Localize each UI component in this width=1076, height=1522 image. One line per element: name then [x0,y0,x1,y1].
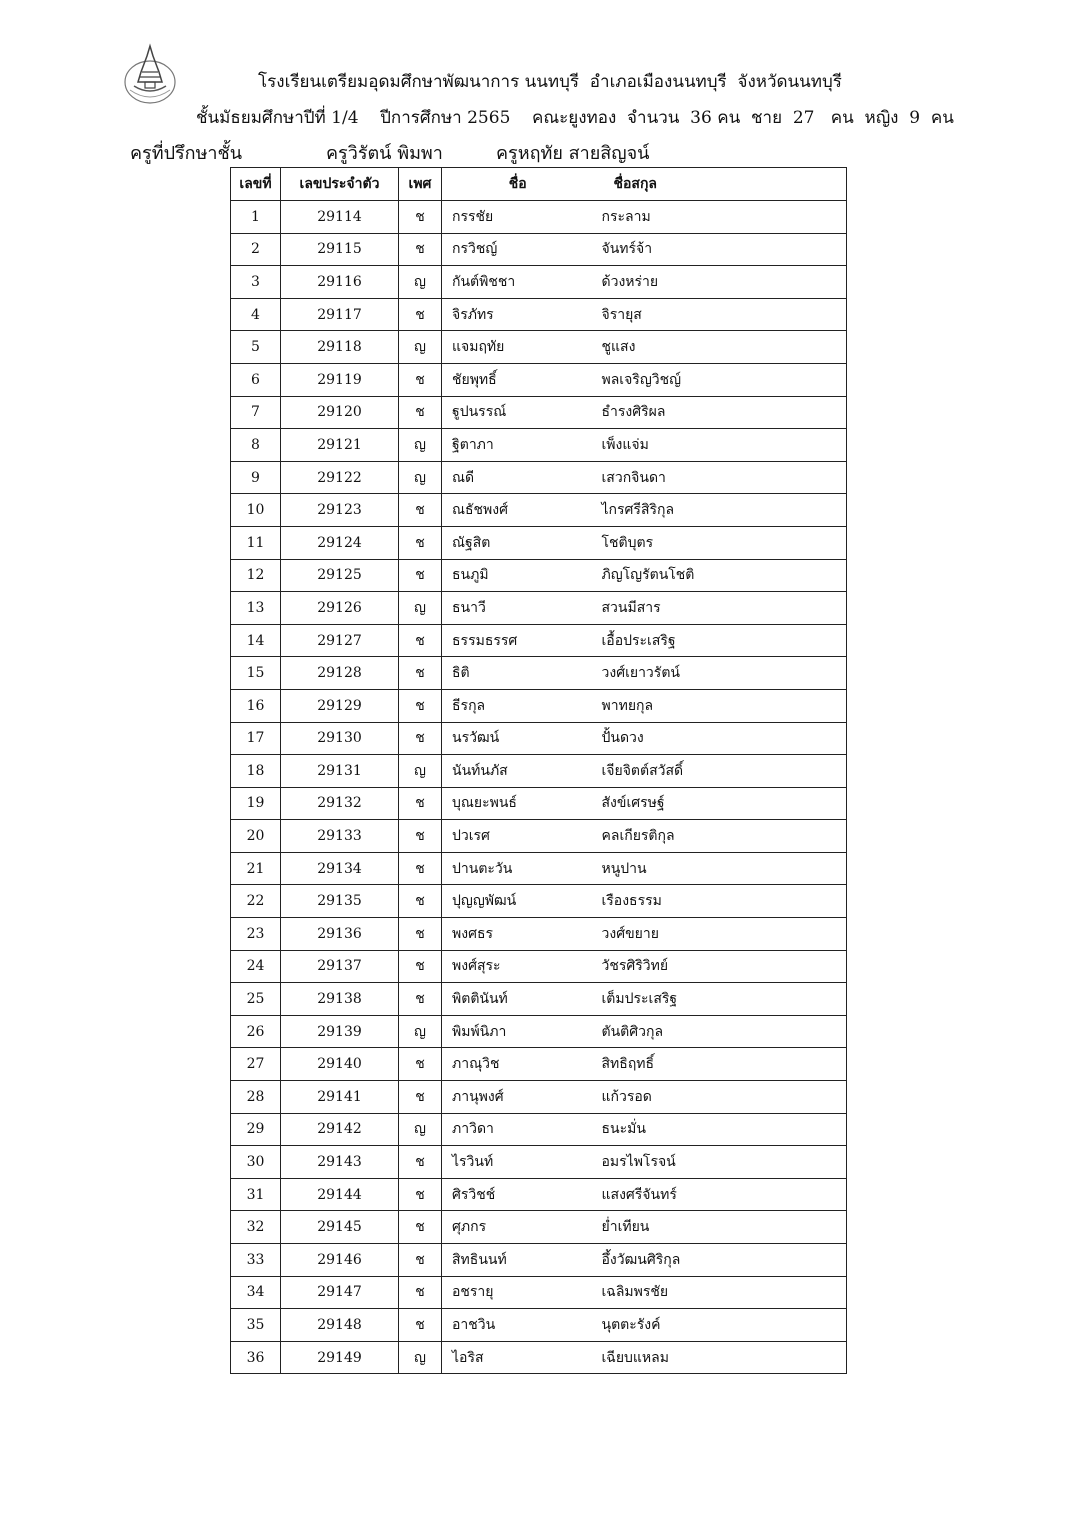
cell-student-id: 29135 [281,885,399,918]
cell-number: 18 [231,755,281,788]
cell-student-id: 29134 [281,852,399,885]
table-row [231,1244,847,1277]
cell-last-name: ด้วงหร่าย [594,266,847,299]
cell-student-id: 29148 [281,1309,399,1342]
cell-number: 11 [231,526,281,559]
cell-sex: ญ [399,592,442,625]
cell-number: 12 [231,559,281,592]
cell-sex: ญ [399,1113,442,1146]
cell-student-id: 29123 [281,494,399,527]
cell-sex: ช [399,950,442,983]
table-row [231,657,847,690]
cell-sex: ช [399,689,442,722]
table-row [231,1048,847,1081]
cell-sex: ช [399,1081,442,1114]
cell-sex: ญ [399,755,442,788]
cell-first-name: กรวิชญ์ [442,233,594,266]
cell-last-name: แก้วรอด [594,1081,847,1114]
table-body [231,201,847,1374]
table-row [231,298,847,331]
cell-last-name: วัชรศิริวิทย์ [594,950,847,983]
advisor-name-2: ครูหฤทัย สายสิญจน์ [496,143,650,164]
cell-number: 15 [231,657,281,690]
cell-last-name: สังข์เศรษฐ์ [594,787,847,820]
cell-student-id: 29149 [281,1341,399,1374]
cell-first-name: ฐูปนรรณ์ [442,396,594,429]
school-emblem-logo [122,42,178,106]
cell-last-name: จันทร์จ้า [594,233,847,266]
cell-last-name: เสวกจินดา [594,461,847,494]
cell-student-id: 29116 [281,266,399,299]
cell-first-name: แจมฤทัย [442,331,594,364]
cell-student-id: 29124 [281,526,399,559]
student-roster-table [230,167,847,1374]
cell-last-name: จิรายุส [594,298,847,331]
cell-number: 25 [231,983,281,1016]
table-row [231,592,847,625]
cell-last-name: สวนมีสาร [594,592,847,625]
cell-first-name: กรรชัย [442,201,594,234]
cell-student-id: 29147 [281,1276,399,1309]
col-header-no: เลขที่ [231,168,281,201]
table-row [231,1146,847,1179]
cell-last-name: ปั้นดวง [594,722,847,755]
cell-student-id: 29126 [281,592,399,625]
table-row [231,526,847,559]
cell-last-name: วงศ์ขยาย [594,918,847,951]
cell-number: 23 [231,918,281,951]
cell-last-name: ธำรงศิริผล [594,396,847,429]
table-row [231,787,847,820]
cell-sex: ญ [399,266,442,299]
cell-number: 21 [231,852,281,885]
cell-sex: ช [399,820,442,853]
table-row [231,494,847,527]
cell-number: 16 [231,689,281,722]
table-row [231,1113,847,1146]
table-row [231,233,847,266]
cell-student-id: 29138 [281,983,399,1016]
cell-student-id: 29121 [281,429,399,462]
cell-number: 35 [231,1309,281,1342]
table-row [231,1178,847,1211]
table-row [231,983,847,1016]
cell-first-name: ณดี [442,461,594,494]
cell-first-name: บุณยะพนธ์ [442,787,594,820]
cell-sex: ช [399,787,442,820]
cell-first-name: พิตตินันท์ [442,983,594,1016]
cell-sex: ช [399,1048,442,1081]
table-row [231,624,847,657]
cell-sex: ช [399,885,442,918]
cell-number: 9 [231,461,281,494]
cell-last-name: พาทยกุล [594,689,847,722]
cell-sex: ช [399,1211,442,1244]
cell-student-id: 29122 [281,461,399,494]
col-header-student-id: เลขประจำตัว [281,168,399,201]
cell-number: 20 [231,820,281,853]
cell-student-id: 29145 [281,1211,399,1244]
cell-first-name: ณธัชพงศ์ [442,494,594,527]
cell-sex: ช [399,559,442,592]
cell-student-id: 29132 [281,787,399,820]
cell-last-name: โชติบุตร [594,526,847,559]
cell-student-id: 29136 [281,918,399,951]
cell-first-name: ฐิตาภา [442,429,594,462]
table-row [231,852,847,885]
cell-number: 14 [231,624,281,657]
cell-student-id: 29127 [281,624,399,657]
cell-last-name: เจียจิตต์สวัสดิ์ [594,755,847,788]
cell-sex: ช [399,983,442,1016]
table-row [231,820,847,853]
cell-sex: ช [399,201,442,234]
cell-number: 34 [231,1276,281,1309]
cell-last-name: นุตตะรังค์ [594,1309,847,1342]
cell-student-id: 29118 [281,331,399,364]
table-row [231,722,847,755]
cell-last-name: ย่ำเทียน [594,1211,847,1244]
cell-number: 13 [231,592,281,625]
cell-first-name: สิทธินนท์ [442,1244,594,1277]
cell-first-name: ณัฐสิต [442,526,594,559]
cell-last-name: อมรไพโรจน์ [594,1146,847,1179]
cell-first-name: ธิติ [442,657,594,690]
cell-student-id: 29141 [281,1081,399,1114]
cell-last-name: ธนะมั่น [594,1113,847,1146]
cell-first-name: ไอริส [442,1341,594,1374]
cell-number: 8 [231,429,281,462]
cell-student-id: 29115 [281,233,399,266]
cell-sex: ช [399,852,442,885]
cell-sex: ญ [399,331,442,364]
cell-sex: ช [399,363,442,396]
cell-student-id: 29129 [281,689,399,722]
cell-last-name: แสงศรีจันทร์ [594,1178,847,1211]
cell-student-id: 29117 [281,298,399,331]
table-row [231,461,847,494]
cell-last-name: ภิญโญรัตนโชติ [594,559,847,592]
cell-student-id: 29143 [281,1146,399,1179]
cell-first-name: กันต์พิชชา [442,266,594,299]
table-row [231,201,847,234]
cell-last-name: เพ็งแจ่ม [594,429,847,462]
table-row [231,363,847,396]
cell-first-name: นรวัฒน์ [442,722,594,755]
table-row [231,918,847,951]
cell-student-id: 29139 [281,1015,399,1048]
table-row [231,1211,847,1244]
table-row [231,885,847,918]
cell-first-name: ปานตะวัน [442,852,594,885]
cell-student-id: 29142 [281,1113,399,1146]
table-row [231,689,847,722]
cell-first-name: ไรวินท์ [442,1146,594,1179]
advisor-name-1: ครูวิรัตน์ พิมพา [326,143,443,164]
cell-sex: ช [399,722,442,755]
cell-student-id: 29130 [281,722,399,755]
cell-sex: ช [399,526,442,559]
cell-sex: ช [399,1146,442,1179]
table-row [231,755,847,788]
cell-first-name: อชรายุ [442,1276,594,1309]
cell-number: 2 [231,233,281,266]
table-header-row [231,168,847,201]
cell-number: 19 [231,787,281,820]
cell-first-name: ศุภกร [442,1211,594,1244]
cell-first-name: นันท์นภัส [442,755,594,788]
cell-number: 17 [231,722,281,755]
cell-last-name: เอื้อประเสริฐ [594,624,847,657]
cell-number: 29 [231,1113,281,1146]
cell-first-name: ธีรกุล [442,689,594,722]
cell-student-id: 29133 [281,820,399,853]
cell-last-name: พลเจริญวิชญ์ [594,363,847,396]
cell-last-name: วงศ์เยาวรัตน์ [594,657,847,690]
cell-sex: ช [399,657,442,690]
cell-first-name: พงศ์สุระ [442,950,594,983]
cell-number: 32 [231,1211,281,1244]
cell-student-id: 29131 [281,755,399,788]
cell-number: 3 [231,266,281,299]
cell-first-name: พิมพ์นิภา [442,1015,594,1048]
cell-last-name: หนูปาน [594,852,847,885]
cell-sex: ญ [399,461,442,494]
cell-number: 5 [231,331,281,364]
class-info: ชั้นมัธยมศึกษาปีที่ 1/4 ปีการศึกษา 2565 คณะยูงทอง จำนวน 36 คน ชาย 27 คน หญิง 9 คน [196,108,954,128]
cell-last-name: กระลาม [594,201,847,234]
col-header-first-name: ชื่อ [442,168,594,201]
cell-sex: ช [399,624,442,657]
cell-last-name: เฉลิมพรชัย [594,1276,847,1309]
cell-last-name: เต็มประเสริฐ [594,983,847,1016]
cell-last-name: คลเกียรติกุล [594,820,847,853]
cell-first-name: จิรภัทร [442,298,594,331]
cell-sex: ช [399,1178,442,1211]
cell-first-name: ชัยพุทธิ์ [442,363,594,396]
cell-number: 28 [231,1081,281,1114]
cell-last-name: สิทธิฤทธิ์ [594,1048,847,1081]
cell-number: 27 [231,1048,281,1081]
cell-student-id: 29114 [281,201,399,234]
cell-student-id: 29125 [281,559,399,592]
cell-number: 31 [231,1178,281,1211]
cell-number: 6 [231,363,281,396]
cell-first-name: ธนาวี [442,592,594,625]
cell-sex: ช [399,1244,442,1277]
cell-number: 36 [231,1341,281,1374]
cell-number: 22 [231,885,281,918]
cell-number: 24 [231,950,281,983]
cell-first-name: ปุญญพัฒน์ [442,885,594,918]
cell-first-name: พงศธร [442,918,594,951]
cell-sex: ญ [399,1015,442,1048]
cell-first-name: อาชวิน [442,1309,594,1342]
cell-sex: ช [399,396,442,429]
table-row [231,1276,847,1309]
cell-last-name: ชูแสง [594,331,847,364]
table-row [231,1015,847,1048]
cell-sex: ช [399,298,442,331]
cell-student-id: 29119 [281,363,399,396]
col-header-sex: เพศ [399,168,442,201]
table-row [231,559,847,592]
cell-sex: ช [399,494,442,527]
table-row [231,266,847,299]
cell-student-id: 29128 [281,657,399,690]
cell-sex: ช [399,233,442,266]
cell-first-name: ปวเรศ [442,820,594,853]
cell-last-name: เรืองธรรม [594,885,847,918]
cell-number: 26 [231,1015,281,1048]
table-row [231,1081,847,1114]
table-row [231,1341,847,1374]
advisor-label: ครูที่ปรึกษาชั้น [130,143,243,164]
school-title: โรงเรียนเตรียมอุดมศึกษาพัฒนาการ นนทบุรี อำเภอเมืองนนทบุรี จังหวัดนนทบุรี [258,72,842,92]
cell-sex: ช [399,918,442,951]
cell-sex: ช [399,1309,442,1342]
cell-first-name: ธนภูมิ [442,559,594,592]
cell-number: 7 [231,396,281,429]
cell-first-name: ศิรวิชช์ [442,1178,594,1211]
table-row [231,950,847,983]
cell-first-name: ภาวิดา [442,1113,594,1146]
table-row [231,331,847,364]
cell-number: 4 [231,298,281,331]
cell-first-name: ภาณุวิช [442,1048,594,1081]
cell-student-id: 29137 [281,950,399,983]
cell-student-id: 29140 [281,1048,399,1081]
cell-student-id: 29144 [281,1178,399,1211]
cell-student-id: 29146 [281,1244,399,1277]
cell-number: 10 [231,494,281,527]
cell-student-id: 29120 [281,396,399,429]
cell-last-name: เฉียบแหลม [594,1341,847,1374]
table-row [231,396,847,429]
cell-sex: ช [399,1276,442,1309]
table-row [231,429,847,462]
cell-sex: ญ [399,429,442,462]
cell-last-name: ไกรศรีสิริกุล [594,494,847,527]
col-header-last-name: ชื่อสกุล [594,168,847,201]
cell-number: 30 [231,1146,281,1179]
cell-sex: ญ [399,1341,442,1374]
table-row [231,1309,847,1342]
cell-first-name: ธรรมธรรศ [442,624,594,657]
cell-last-name: ตันติศิวกุล [594,1015,847,1048]
cell-first-name: ภานุพงศ์ [442,1081,594,1114]
cell-last-name: อึ้งวัฒนศิริกุล [594,1244,847,1277]
cell-number: 33 [231,1244,281,1277]
cell-number: 1 [231,201,281,234]
